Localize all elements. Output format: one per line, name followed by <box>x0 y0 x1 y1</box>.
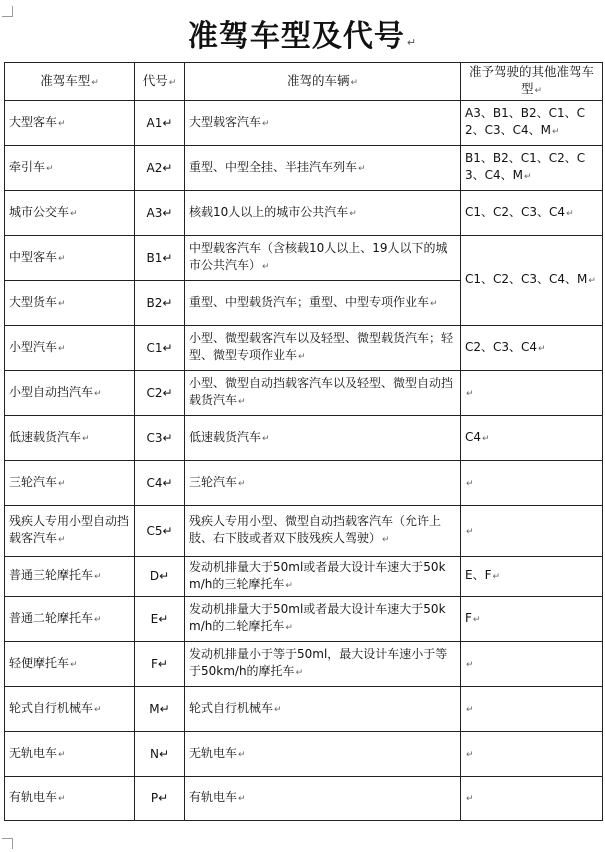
table-row <box>5 416 603 461</box>
code-cell: A1↵ <box>135 101 185 146</box>
also-permitted-cell: E、F↵ <box>461 557 603 597</box>
table-row <box>5 597 603 642</box>
code-cell: B1↵ <box>135 236 185 281</box>
code-cell: P↵ <box>135 777 185 821</box>
vehicles-cell: 小型、微型载客汽车以及轻型、微型载货汽车；轻型、微型专项作业车↵ <box>185 326 461 371</box>
vehicle-type-cell: 轻便摩托车↵ <box>5 642 135 687</box>
code-cell: N↵ <box>135 732 185 777</box>
vehicles-cell: 中型载客汽车（含核载10人以上、19人以下的城市公共汽车）↵ <box>185 236 461 281</box>
code-cell: C5↵ <box>135 506 185 557</box>
vehicle-type-cell: 有轨电车↵ <box>5 777 135 821</box>
table-row <box>5 371 603 416</box>
table-row <box>5 777 603 821</box>
vehicles-cell: 发动机排量小于等于50ml，最大设计车速小于等于50km/h的摩托车↵ <box>185 642 461 687</box>
vehicle-type-cell: 小型自动挡汽车↵ <box>5 371 135 416</box>
header-vehicle-type: 准驾车型↵ <box>5 63 135 101</box>
code-cell: C1↵ <box>135 326 185 371</box>
vehicle-type-cell: 大型客车↵ <box>5 101 135 146</box>
vehicles-cell: 发动机排量大于50ml或者最大设计车速大于50km/h的二轮摩托车↵ <box>185 597 461 642</box>
vehicles-cell: 轮式自行机械车↵ <box>185 687 461 732</box>
vehicles-cell: 重型、中型载货汽车；重型、中型专项作业车↵ <box>185 281 461 326</box>
header-code: 代号↵ <box>135 63 185 101</box>
code-cell: F↵ <box>135 642 185 687</box>
vehicle-type-cell: 普通二轮摩托车↵ <box>5 597 135 642</box>
paragraph-mark-icon: ↵ <box>406 36 418 49</box>
table-row <box>5 191 603 236</box>
also-permitted-cell: ↵ <box>461 777 603 821</box>
code-cell: C4↵ <box>135 461 185 506</box>
also-permitted-cell: C2、C3、C4↵ <box>461 326 603 371</box>
vehicles-cell: 三轮汽车↵ <box>185 461 461 506</box>
table-row <box>5 101 603 146</box>
also-permitted-cell: C1、C2、C3、C4↵ <box>461 191 603 236</box>
table-row <box>5 557 603 597</box>
page-title-text: 准驾车型及代号 <box>187 19 405 54</box>
code-cell: A2↵ <box>135 146 185 191</box>
also-permitted-cell: C4↵ <box>461 416 603 461</box>
vehicles-cell: 核载10人以上的城市公共汽车↵ <box>185 191 461 236</box>
code-cell: M↵ <box>135 687 185 732</box>
also-permitted-cell: ↵ <box>461 687 603 732</box>
vehicle-type-cell: 大型货车↵ <box>5 281 135 326</box>
vehicles-cell: 残疾人专用小型、微型自动挡载客汽车（允许上肢、右下肢或者双下肢残疾人驾驶）↵ <box>185 506 461 557</box>
vehicle-type-cell: 无轨电车↵ <box>5 732 135 777</box>
also-permitted-cell: ↵ <box>461 732 603 777</box>
vehicles-cell: 重型、中型全挂、半挂汽车列车↵ <box>185 146 461 191</box>
license-class-table <box>4 62 603 821</box>
code-cell: D↵ <box>135 557 185 597</box>
vehicle-type-cell: 城市公交车↵ <box>5 191 135 236</box>
table-header-row <box>5 63 603 101</box>
table-row <box>5 236 603 281</box>
table-row <box>5 687 603 732</box>
vehicle-type-cell: 残疾人专用小型自动挡载客汽车↵ <box>5 506 135 557</box>
vehicles-cell: 无轨电车↵ <box>185 732 461 777</box>
also-permitted-cell: B1、B2、C1、C2、C3、C4、M↵ <box>461 146 603 191</box>
table-row <box>5 642 603 687</box>
header-also-permitted: 准予驾驶的其他准驾车型↵ <box>461 63 603 101</box>
vehicles-cell: 发动机排量大于50ml或者最大设计车速大于50km/h的三轮摩托车↵ <box>185 557 461 597</box>
code-cell: C3↵ <box>135 416 185 461</box>
code-cell: C2↵ <box>135 371 185 416</box>
also-permitted-cell: A3、B1、B2、C1、C2、C3、C4、M↵ <box>461 101 603 146</box>
table-row <box>5 461 603 506</box>
vehicle-type-cell: 普通三轮摩托车↵ <box>5 557 135 597</box>
vehicle-type-cell: 三轮汽车↵ <box>5 461 135 506</box>
also-permitted-cell: ↵ <box>461 461 603 506</box>
vehicle-type-cell: 中型客车↵ <box>5 236 135 281</box>
table-row <box>5 732 603 777</box>
table-row <box>5 506 603 557</box>
vehicle-type-cell: 小型汽车↵ <box>5 326 135 371</box>
page-corner-mark-bottom <box>2 838 13 849</box>
table-row <box>5 146 603 191</box>
code-cell: B2↵ <box>135 281 185 326</box>
vehicle-type-cell: 轮式自行机械车↵ <box>5 687 135 732</box>
code-cell: E↵ <box>135 597 185 642</box>
vehicles-cell: 有轨电车↵ <box>185 777 461 821</box>
vehicle-type-cell: 牵引车↵ <box>5 146 135 191</box>
also-permitted-cell: ↵ <box>461 642 603 687</box>
table-row <box>5 326 603 371</box>
also-permitted-cell: ↵ <box>461 371 603 416</box>
vehicles-cell: 低速载货汽车↵ <box>185 416 461 461</box>
page-title <box>0 14 605 60</box>
header-permitted-vehicles: 准驾的车辆↵ <box>185 63 461 101</box>
vehicle-type-cell: 低速载货汽车↵ <box>5 416 135 461</box>
also-permitted-cell: F↵ <box>461 597 603 642</box>
code-cell: A3↵ <box>135 191 185 236</box>
also-permitted-cell: C1、C2、C3、C4、M↵ <box>461 236 603 326</box>
vehicles-cell: 大型载客汽车↵ <box>185 101 461 146</box>
vehicles-cell: 小型、微型自动挡载客汽车以及轻型、微型自动挡载货汽车↵ <box>185 371 461 416</box>
also-permitted-cell: ↵ <box>461 506 603 557</box>
